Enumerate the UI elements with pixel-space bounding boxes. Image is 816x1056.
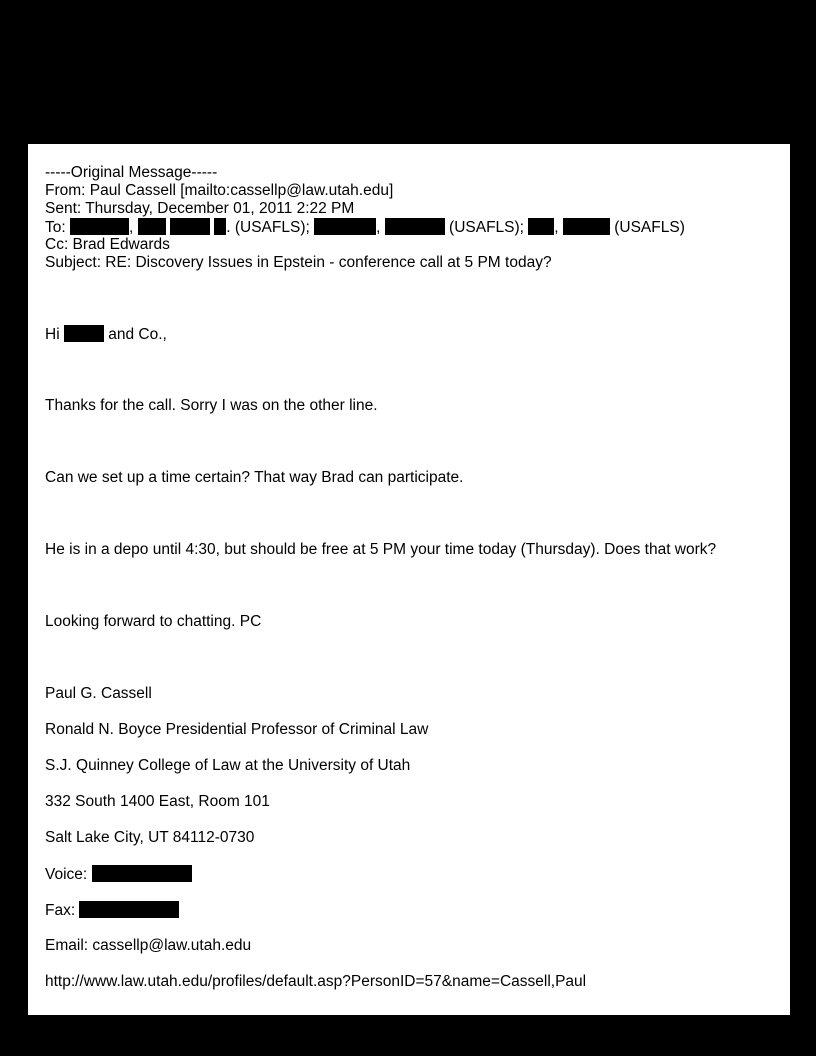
body-paragraph-2: Can we set up a time certain? That way Brad can participate. — [45, 469, 464, 486]
body-paragraph-4: Looking forward to chatting. PC — [45, 613, 262, 630]
to-line — [45, 218, 685, 237]
to-recipient-1: . (USAFLS); — [226, 219, 310, 236]
signature-address-line1: 332 South 1400 East, Room 101 — [45, 793, 270, 810]
greeting-hi: Hi — [45, 326, 60, 343]
redaction-box — [70, 218, 129, 235]
redaction-box — [563, 218, 610, 235]
redaction-box — [79, 901, 179, 918]
to-label: To: — [45, 219, 66, 236]
to-separator: , — [554, 219, 559, 236]
signature-name: Paul G. Cassell — [45, 685, 152, 702]
redaction-box — [385, 218, 445, 235]
signature-voice — [45, 865, 192, 884]
signature-address-line2: Salt Lake City, UT 84112-0730 — [45, 829, 255, 846]
to-recipient-3: (USAFLS) — [614, 219, 685, 236]
cc-line: Cc: Brad Edwards — [45, 236, 170, 253]
document-page — [28, 144, 790, 1015]
signature-url: http://www.law.utah.edu/profiles/default.asp?PersonID=57&name=Cassell,Paul — [45, 973, 587, 990]
redaction-box — [64, 325, 104, 342]
to-separator: , — [129, 219, 134, 236]
signature-email: Email: cassellp@law.utah.edu — [45, 937, 252, 954]
body-paragraph-1: Thanks for the call. Sorry I was on the other line. — [45, 397, 378, 414]
redaction-box — [170, 218, 210, 235]
from-line: From: Paul Cassell [mailto:cassellp@law.utah.edu] — [45, 182, 394, 199]
to-recipient-2: (USAFLS); — [449, 219, 524, 236]
signature-title: Ronald N. Boyce Presidential Professor of Criminal Law — [45, 721, 429, 738]
original-message-line: -----Original Message----- — [45, 164, 218, 181]
voice-label: Voice: — [45, 866, 88, 883]
fax-label: Fax: — [45, 902, 76, 919]
to-separator: , — [376, 219, 381, 236]
body-paragraph-3: He is in a depo until 4:30, but should be free at 5 PM your time today (Thursday). Does that work? — [45, 541, 717, 558]
signature-fax — [45, 901, 179, 920]
greeting-rest: and Co., — [108, 326, 167, 343]
redaction-box — [528, 218, 554, 235]
redaction-box — [138, 218, 166, 235]
redaction-box — [92, 865, 192, 882]
redaction-box — [314, 218, 376, 235]
greeting — [45, 325, 167, 344]
signature-school: S.J. Quinney College of Law at the University of Utah — [45, 757, 411, 774]
sent-line: Sent: Thursday, December 01, 2011 2:22 PM — [45, 200, 355, 217]
redaction-box — [214, 218, 226, 235]
subject-line: Subject: RE: Discovery Issues in Epstein - conference call at 5 PM today? — [45, 254, 552, 271]
